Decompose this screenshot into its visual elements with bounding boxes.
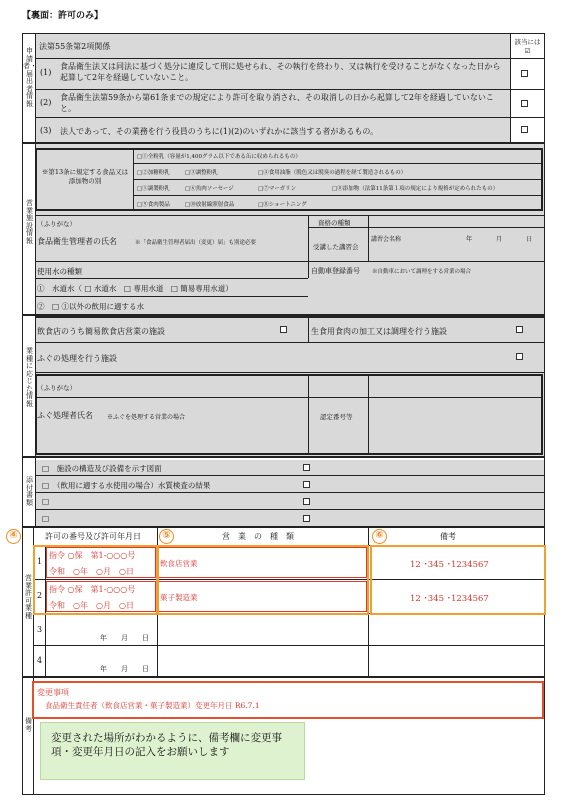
callout-6: ⑥	[372, 529, 387, 544]
permit-row-4-date: 年 月 日	[100, 665, 149, 673]
manager-note: ※「食品衛生管理者届出（変更）届」も別途必要	[135, 240, 257, 246]
fugu-handler-note: ※ふぐを処理する営業の場合	[107, 414, 186, 421]
food-item-8[interactable]: □⑧添加物（法第11条第１項の規定により規格が定められたもの）	[332, 186, 499, 192]
food-item-2[interactable]: □②加糖粉乳	[137, 170, 170, 176]
note-highlight-box	[370, 545, 546, 615]
fugu-facility-checkbox[interactable]	[516, 353, 523, 360]
attachment-3[interactable]: □	[42, 497, 50, 506]
facility-side-label: 営業施設情報	[26, 199, 33, 245]
page-header: 【裏面：許可のみ】	[22, 11, 104, 21]
permit-row-2-num: 2	[37, 591, 43, 600]
raw-meat-checkbox[interactable]	[516, 326, 523, 333]
applicant-row-3-checkbox[interactable]	[521, 126, 528, 133]
vending-label: 自動車登録番号	[311, 267, 360, 275]
permit-col-header: 許可の番号及び許可年月日	[45, 532, 141, 541]
instruction-note: 変更された場所がわかるように、備考欄に変更事項・変更年月日の記入をお願いします	[40, 722, 305, 780]
applicant-row-1-num: (1)	[40, 68, 52, 77]
law-label: 法第55条第2項関係	[39, 42, 111, 51]
course-name-label: 講習会名称	[371, 236, 402, 243]
permit-row-1-line1: 指令 ○保 第1-○○○号	[49, 551, 136, 560]
type-col-header: 営 業 の 種 類	[222, 532, 294, 541]
simple-restaurant-checkbox[interactable]	[280, 326, 287, 333]
attachment-4[interactable]: □	[42, 514, 50, 523]
food-item-5[interactable]: □⑤調製粉乳	[137, 186, 170, 192]
manager-label: 食品衛生管理者の氏名	[37, 237, 117, 246]
simple-restaurant-label: 飲食店のうち簡易飲食店営業の施設	[37, 327, 165, 336]
permit-row-1-num: 1	[37, 557, 43, 566]
attachment-2[interactable]: □ （飲用に適する水使用の場合）水質検査の結果	[42, 481, 211, 490]
food-item-11[interactable]: □⑪ショートニング	[258, 202, 307, 208]
permit-row-2-note: 12 ･345 ･1234567	[410, 594, 489, 604]
permit-side-label: 営業許可業種	[25, 574, 32, 620]
food-item-3[interactable]: □③調整粉乳	[185, 170, 218, 176]
applicant-row-2-text: 食品衛生法第59条から第61条までの規定により許可を取り消され、その取消しの日から起算して2年を経過していないこと。	[60, 93, 494, 113]
cert-label: 認定番号等	[320, 413, 353, 421]
applicable-header: 該当には ☑	[514, 38, 541, 55]
food-type-label: ※第13条に規定する食品又は添加物の別	[41, 168, 129, 185]
course-label: 受講した講習会	[313, 243, 359, 251]
attachment-1[interactable]: □ 施設の構造及び設備を示す図面	[42, 464, 162, 473]
permit-row-4-num: 4	[37, 656, 43, 665]
change-title: 変更事項	[37, 688, 69, 697]
remarks-side-label: 備考	[25, 717, 32, 733]
applicant-row-2-checkbox[interactable]	[521, 100, 528, 107]
attachments-side-label: 添付書類	[26, 476, 33, 507]
manager-furigana: （ふりがな）	[37, 220, 76, 228]
callout-5: ⑤	[159, 529, 174, 544]
applicant-row-3-num: (3)	[40, 126, 52, 135]
permit-row-3-date: 年 月 日	[100, 634, 149, 642]
permit-row-2-line1: 指令 ○保 第1-○○○号	[49, 585, 136, 594]
food-item-4[interactable]: □④食用油脂（脱色又は脱臭の過程を経て製造されるもの）	[258, 170, 407, 176]
food-item-9[interactable]: □⑨食肉製品	[137, 202, 170, 208]
course-year: 年	[466, 236, 473, 243]
applicant-side-label: 申請者・届出者情報	[23, 47, 37, 108]
applicant-row-1-text: 食品衛生法又は同法に基づく処分に違反して刑に処せられ、その執行を終わり、又は執行を受けることがなくなった日から起算して2年を経過していないこと。	[60, 62, 501, 82]
permit-row-3-num: 3	[37, 625, 43, 634]
note-col-header: 備考	[440, 532, 456, 541]
applicant-row-1-checkbox[interactable]	[521, 70, 528, 77]
food-item-6[interactable]: □⑥魚肉ソーセージ	[185, 186, 234, 192]
water-label: 使用水の種類	[37, 267, 82, 276]
course-month: 月	[496, 236, 503, 243]
vending-note: ※自動車において調理をする営業の場合	[372, 269, 472, 275]
change-text: 食品衛生責任者（飲食店営業・菓子製造業）変更年月日 R6.7.1	[45, 701, 260, 710]
course-day: 日	[526, 236, 533, 243]
permit-row-1-type: 飲食店営業	[160, 559, 198, 568]
callout-4: ④	[6, 529, 21, 544]
applicant-row-3-text: 法人であって、その業務を行う役員のうちに(1)(2)のいずれかに該当する者があるもの。	[60, 127, 379, 136]
permit-row-2-line2: 令和 ○年 ○月 ○日	[49, 601, 134, 610]
fugu-handler-label: ふぐ処理者氏名	[37, 411, 93, 420]
permit-highlight-box	[33, 545, 158, 615]
applicant-row-2-num: (2)	[40, 98, 52, 107]
fugu-furigana: （ふりがな）	[37, 384, 76, 392]
business-side-label: 業種に応じた情報	[26, 347, 33, 408]
type-highlight-box	[157, 545, 369, 615]
qualification-label: 資格の種類	[318, 219, 351, 227]
fugu-facility-label: ふぐの処理を行う施設	[37, 354, 117, 363]
food-item-7[interactable]: □⑦マーガリン	[258, 186, 297, 192]
water-option-1[interactable]: ① 水道水（ □ 水道水 □ 専用水道 □ 簡易専用水道）	[37, 284, 233, 293]
food-item-1[interactable]: □①全粉乳（容量が1,400グラム以下である缶に収められるもの）	[137, 154, 301, 160]
food-item-10[interactable]: □⑩放射線照射食品	[185, 202, 235, 208]
permit-row-2-type: 菓子製造業	[160, 593, 198, 602]
permit-row-1-line2: 令和 ○年 ○月 ○日	[49, 567, 134, 576]
raw-meat-label: 生食用食肉の加工又は調理を行う施設	[311, 327, 447, 336]
permit-row-1-note: 12 ･345 ･1234567	[410, 560, 489, 570]
water-option-2[interactable]: ② □ ①以外の飲用に適する水	[37, 302, 144, 311]
